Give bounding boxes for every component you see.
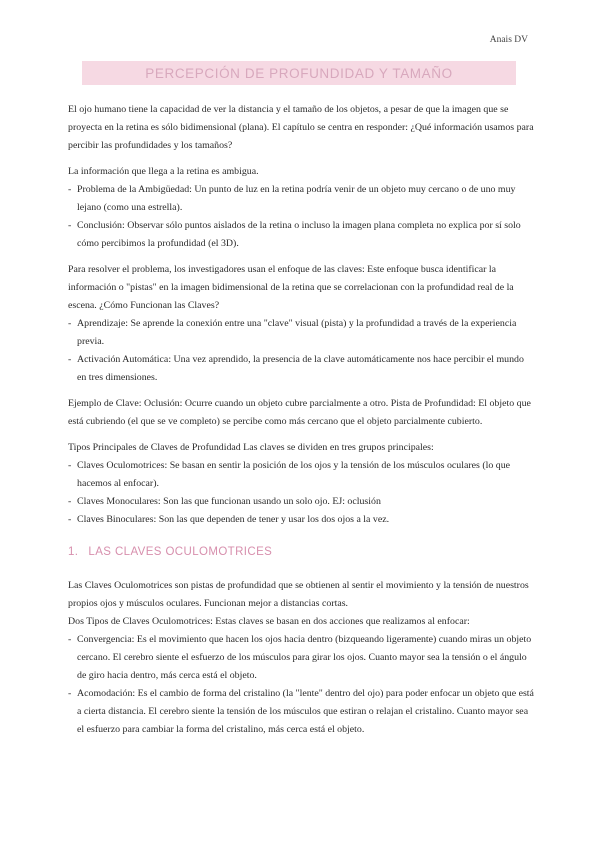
intro-paragraph: El ojo humano tiene la capacidad de ver la distancia y el tamaño de los objetos, a pesar de que la imagen que se proyecta en la retina es sólo bidimensional (plana). El capítulo se centra en responder: ¿Qué información usamos para percibir las profundidades y los tamaños? [68, 104, 534, 151]
document-body [68, 101, 534, 739]
list-item: - Convergencia: Es el movimiento que hacen los ojos hacia dentro (bizqueando ligeramente) cuando miras un objeto cercano. El cerebro siente el esfuerzo de los músculos para girar los ojos. Cuanto mayor sea la tensión o el ángulo de giro hacia dentro, más cerca está el objeto. [68, 631, 534, 685]
oculomotor-list [68, 631, 534, 739]
section-paragraph: Las Claves Oculomotrices son pistas de profundidad que se obtienen al sentir el movimiento y la tensión de nuestros propios ojos y músculos oculares. Funcionan mejor a distancias cortas. [68, 580, 529, 609]
types-list [68, 457, 534, 529]
section-number: 1. [68, 546, 79, 558]
title-banner [82, 61, 516, 85]
author-name: Anais DV [489, 35, 528, 45]
list-item: - Claves Binoculares: Son las que dependen de tener y usar los dos ojos a la vez. [68, 511, 534, 529]
list-item: - Claves Monoculares: Son las que funcionan usando un solo ojo. EJ: oclusión [68, 493, 534, 511]
list-item: - Acomodación: Es el cambio de forma del cristalino (la "lente" dentro del ojo) para poder enfocar un objeto que está a cierta distancia. El cerebro siente la tensión de los músculos que estiran o relajan el cristalino. Cuanto mayor sea el esfuerzo para cambiar la forma del cristalino, más cerca está el objeto. [68, 685, 534, 739]
ambiguity-lead: La información que llega a la retina es ambigua. [68, 166, 259, 177]
cues-lead: Para resolver el problema, los investigadores usan el enfoque de las claves: Este enfoque busca identificar la información o "pistas" en la imagen bidimensional de la retina que se correlacionan con la profundidad real de la escena. ¿Cómo Funcionan las Claves? [68, 264, 514, 311]
list-item: - Problema de la Ambigüedad: Un punto de luz en la retina podría venir de un objeto muy cercano o de uno muy lejano (como una estrella). [68, 181, 534, 217]
example-paragraph: Ejemplo de Clave: Oclusión: Ocurre cuando un objeto cubre parcialmente a otro. Pista de Profundidad: El objeto que está cubriendo (el que se ve completo) se percibe como más cercano que el objeto parcialmente cubierto. [68, 398, 531, 427]
cues-list [68, 315, 534, 387]
page-title: PERCEPCIÓN DE PROFUNDIDAD Y TAMAÑO [145, 65, 453, 81]
section-heading [68, 543, 534, 561]
section-title: LAS CLAVES OCULOMOTRICES [88, 546, 273, 558]
ambiguity-list [68, 181, 534, 253]
section-paragraph: Dos Tipos de Claves Oculomotrices: Estas claves se basan en dos acciones que realizamos al enfocar: [68, 616, 470, 627]
list-item: - Claves Oculomotrices: Se basan en sentir la posición de los ojos y la tensión de los músculos oculares (lo que hacemos al enfocar). [68, 457, 534, 493]
list-item: - Activación Automática: Una vez aprendido, la presencia de la clave automáticamente nos hace percibir el mundo en tres dimensiones. [68, 351, 534, 387]
list-item: - Aprendizaje: Se aprende la conexión entre una "clave" visual (pista) y la profundidad a través de la experiencia previa. [68, 315, 534, 351]
list-item: - Conclusión: Observar sólo puntos aislados de la retina o incluso la imagen plana completa no explica por sí solo cómo percibimos la profundidad (el 3D). [68, 217, 534, 253]
types-lead: Tipos Principales de Claves de Profundidad Las claves se dividen en tres grupos principales: [68, 442, 434, 453]
